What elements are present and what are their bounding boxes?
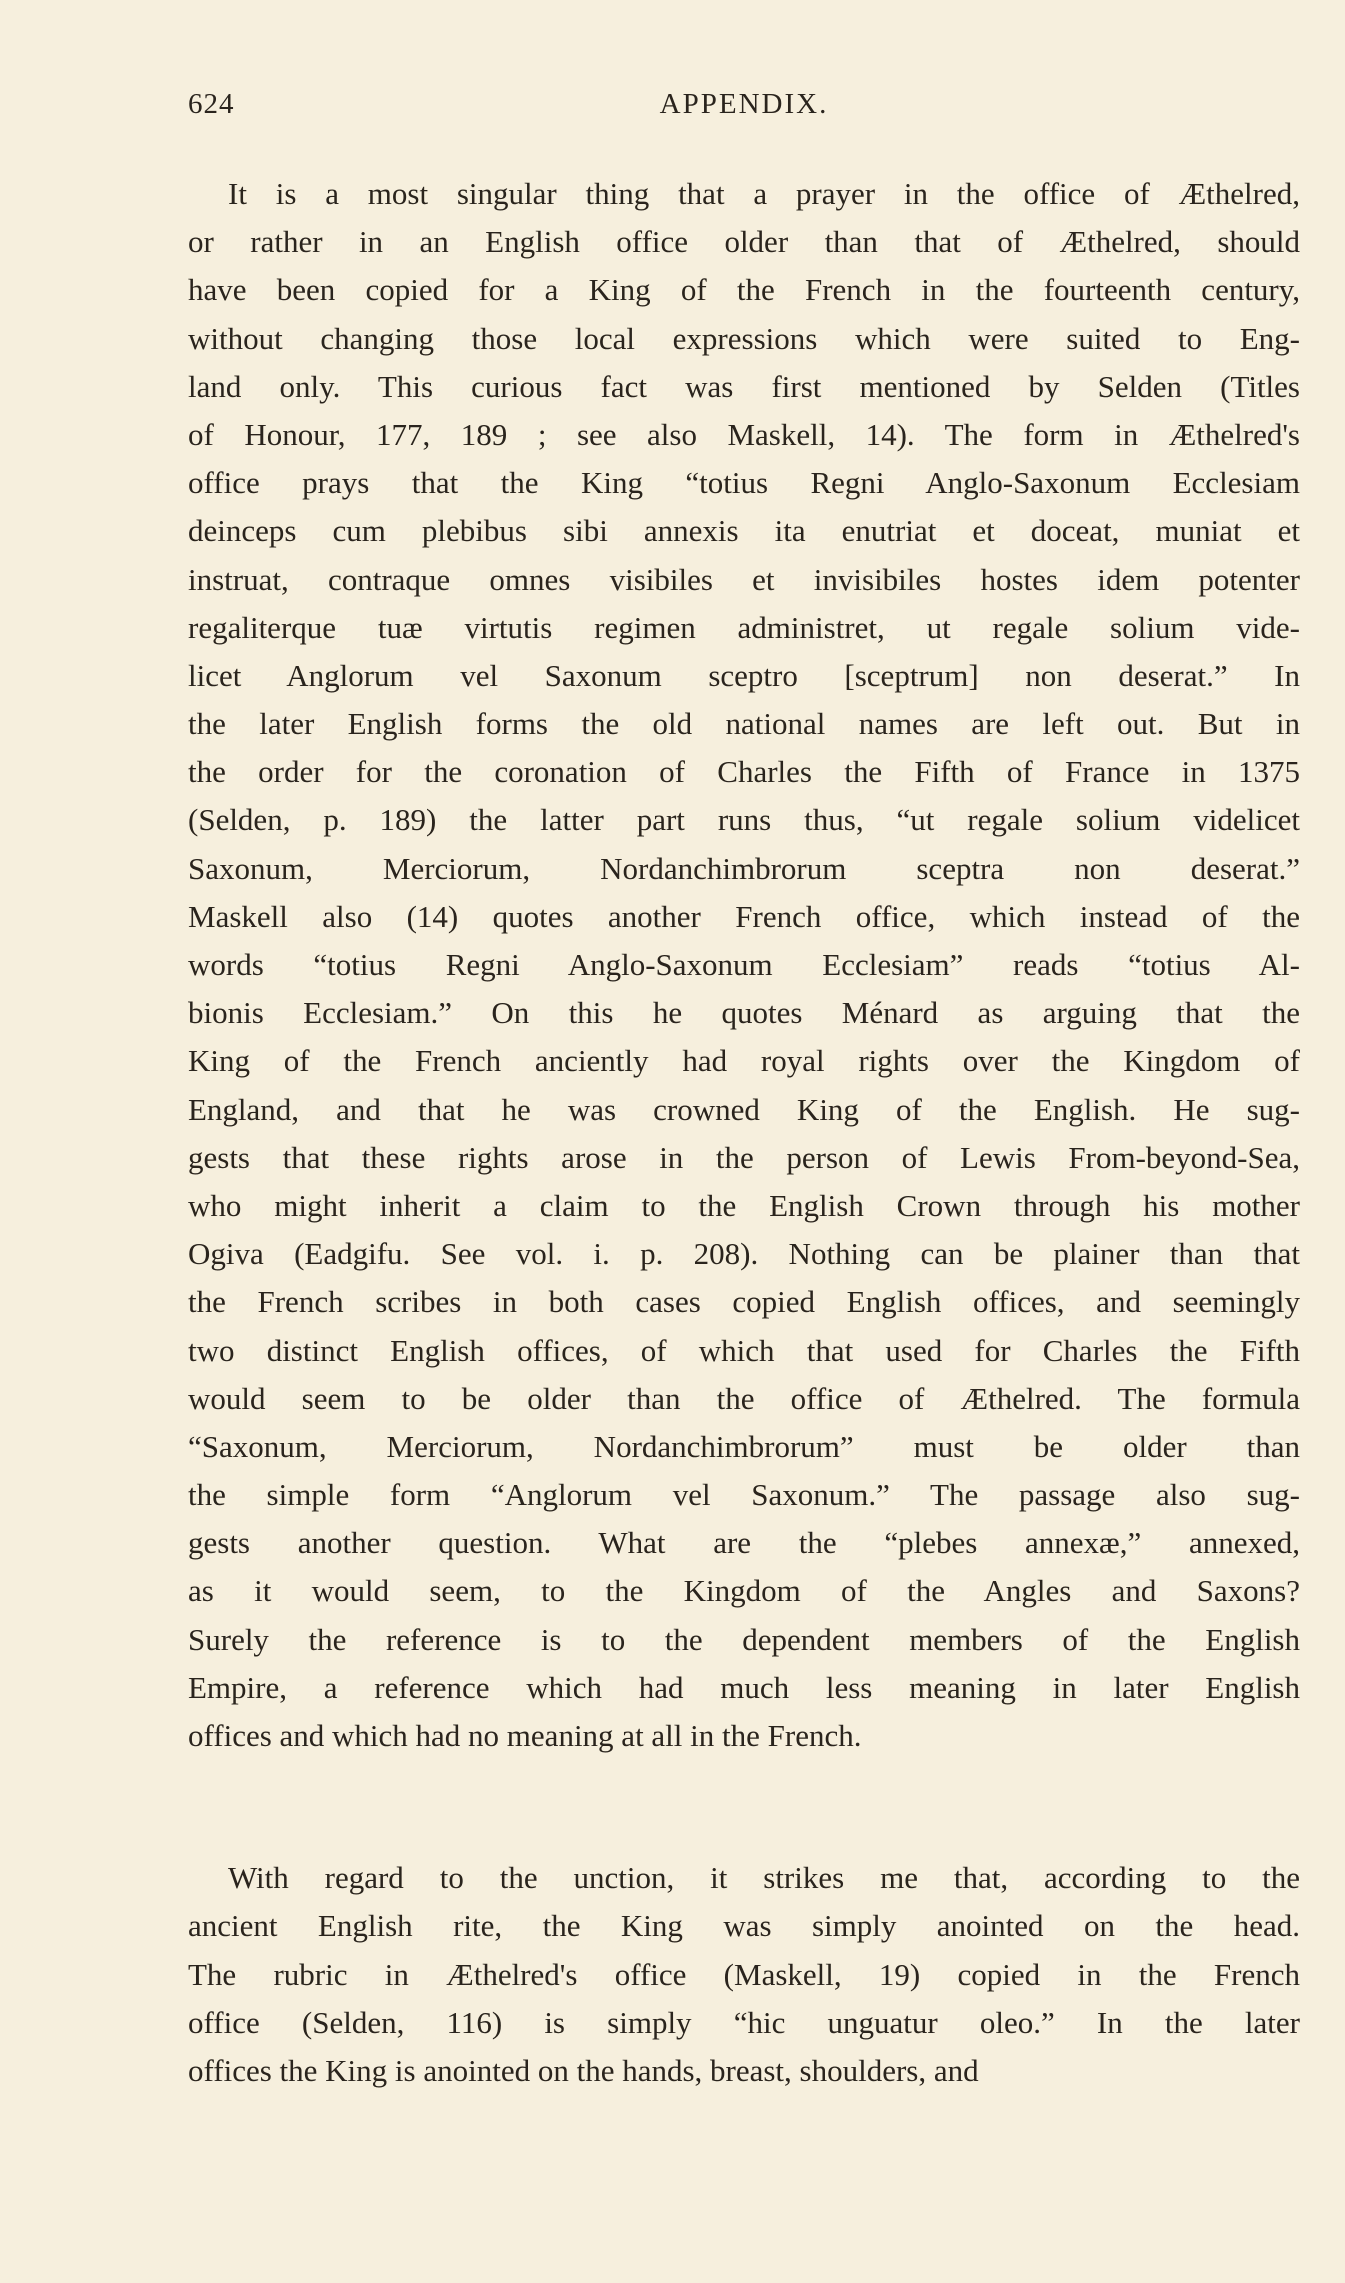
text-line: gests another question. What are the “plebes annexæ,” annexed,	[188, 1525, 1300, 1561]
text-line: deinceps cum plebibus sibi annexis ita enutriat et doceat, muniat et	[188, 513, 1300, 549]
text-line: instruat, contraque omnes visibiles et invisibiles hostes idem potenter	[188, 561, 1300, 597]
text-line: office (Selden, 116) is simply “hic unguatur oleo.” In the later	[188, 2004, 1300, 2040]
text-line: Empire, a reference which had much less meaning in later English	[188, 1669, 1300, 1705]
text-line: It is a most singular thing that a prayer in the office of Æthelred,	[228, 176, 1300, 211]
text-line: “Saxonum, Merciorum, Nordanchimbrorum” must be older than	[188, 1428, 1300, 1464]
text-line: who might inherit a claim to the English Crown through his mother	[188, 1187, 1300, 1223]
text-line: regaliterque tuæ virtutis regimen administret, ut regale solium vide-	[188, 609, 1300, 645]
text-line: of Honour, 177, 189 ; see also Maskell, 14). The form in Æthelred's	[188, 416, 1300, 452]
text-line: land only. This curious fact was first mentioned by Selden (Titles	[188, 368, 1300, 404]
text-line: ancient English rite, the King was simply anointed on the head.	[188, 1908, 1300, 1944]
text-line: (Selden, p. 189) the latter part runs thus, “ut regale solium videlicet	[188, 802, 1300, 838]
text-line: words “totius Regni Anglo-Saxonum Ecclesiam” reads “totius Al-	[188, 947, 1300, 982]
text-line: the order for the coronation of Charles the Fifth of France in 1375	[188, 754, 1300, 790]
running-head	[188, 88, 1300, 128]
text-line: offices and which had no meaning at all in the French.	[188, 1718, 862, 1753]
paragraph-unction-rite	[188, 1854, 1300, 2095]
text-line: office prays that the King “totius Regni Anglo-Saxonum Ecclesiam	[188, 465, 1300, 501]
text-line: With regard to the unction, it strikes me that, according to the	[228, 1860, 1300, 1896]
running-title: APPENDIX.	[659, 88, 829, 120]
text-line: have been copied for a King of the French in the fourteenth century,	[188, 272, 1300, 308]
text-line: The rubric in Æthelred's office (Maskell, 19) copied in the French	[188, 1956, 1300, 1992]
text-line: Surely the reference is to the dependent members of the English	[188, 1621, 1300, 1657]
text-line: the simple form “Anglorum vel Saxonum.” The passage also sug-	[188, 1477, 1300, 1513]
paragraph-spacer	[188, 1760, 1300, 1854]
text-line: King of the French anciently had royal rights over the Kingdom of	[188, 1043, 1300, 1079]
text-line: without changing those local expressions which were suited to Eng-	[188, 320, 1300, 356]
text-line: offices the King is anointed on the hands, breast, shoulders, and	[188, 2052, 979, 2088]
text-line: England, and that he was crowned King of the English. He sug-	[188, 1091, 1300, 1127]
page-number: 624	[188, 88, 235, 120]
text-line: the French scribes in both cases copied English offices, and seemingly	[188, 1284, 1300, 1320]
text-line: bionis Ecclesiam.” On this he quotes Ménard as arguing that the	[188, 995, 1300, 1031]
text-line: gests that these rights arose in the person of Lewis From-beyond-Sea,	[188, 1139, 1300, 1175]
text-line: would seem to be older than the office of Æthelred. The formula	[188, 1380, 1300, 1416]
text-line: licet Anglorum vel Saxonum sceptro [sceptrum] non deserat.” In	[188, 657, 1300, 693]
text-line: or rather in an English office older than that of Æthelred, should	[188, 224, 1300, 260]
paragraph-unction-prayer	[188, 170, 1300, 1760]
text-line: the later English forms the old national names are left out. But in	[188, 706, 1300, 742]
text-line: Maskell also (14) quotes another French office, which instead of the	[188, 898, 1300, 934]
text-line: two distinct English offices, of which that used for Charles the Fifth	[188, 1332, 1300, 1368]
text-line: Saxonum, Merciorum, Nordanchimbrorum sceptra non deserat.”	[188, 850, 1300, 886]
body-text	[188, 170, 1300, 2095]
text-line: as it would seem, to the Kingdom of the Angles and Saxons?	[188, 1573, 1300, 1609]
text-line: Ogiva (Eadgifu. See vol. i. p. 208). Nothing can be plainer than that	[188, 1236, 1300, 1272]
